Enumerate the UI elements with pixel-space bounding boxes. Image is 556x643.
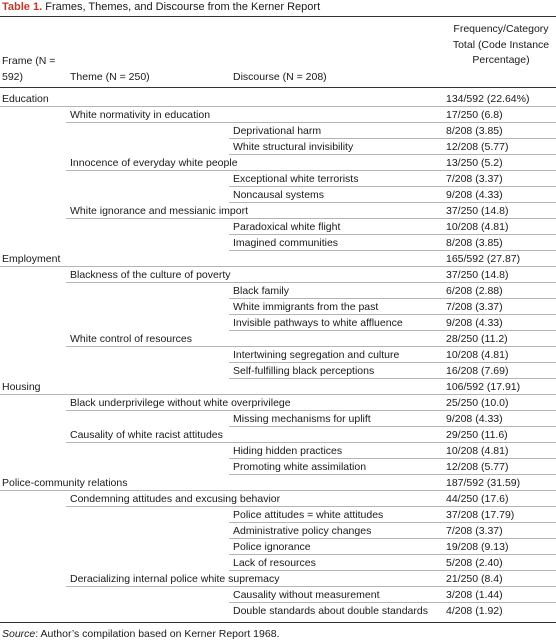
discourse-label: Paradoxical white flight: [233, 221, 341, 233]
discourse-label: Black family: [233, 285, 290, 297]
discourse-label: Invisible pathways to white affluence: [233, 317, 403, 329]
table-row-theme: [0, 155, 556, 171]
discourse-label: Police ignorance: [233, 541, 311, 553]
table-row-discourse: [0, 299, 556, 315]
frequency-value: 17/250 (6.8): [446, 109, 503, 121]
frequency-value: 9/208 (4.33): [446, 413, 503, 425]
table-row-discourse: [0, 603, 556, 619]
theme-label: Black underprivilege without white overprivilege: [70, 397, 291, 409]
frequency-value: 10/208 (4.81): [446, 221, 509, 233]
table-number: Table 1.: [2, 1, 43, 13]
table-row-theme: [0, 267, 556, 283]
discourse-label: Hiding hidden practices: [233, 445, 343, 457]
frequency-value: 187/592 (31.59): [446, 477, 521, 489]
discourse-label: Promoting white assimilation: [233, 461, 367, 473]
discourse-label: Noncausal systems: [233, 189, 325, 201]
table-row-discourse: [0, 539, 556, 555]
frequency-value: 7/208 (3.37): [446, 173, 503, 185]
frequency-value: 29/250 (11.6): [446, 429, 508, 441]
frequency-value: 19/208 (9.13): [446, 541, 509, 553]
theme-label: White normativity in education: [70, 109, 211, 121]
frequency-value: 8/208 (3.85): [446, 125, 503, 137]
discourse-label: Self-fulfilling black perceptions: [233, 365, 375, 377]
frequency-value: 7/208 (3.37): [446, 525, 503, 537]
discourse-label: Deprivational harm: [233, 125, 322, 137]
frequency-value: 8/208 (3.85): [446, 237, 503, 249]
table-row-discourse: [0, 347, 556, 363]
frequency-value: 28/250 (11.2): [446, 333, 508, 345]
frequency-value: 3/208 (1.44): [446, 589, 503, 601]
table-row-frame: [0, 379, 556, 395]
table-row-theme: [0, 203, 556, 219]
header-frame: Frame (N = 592): [2, 55, 56, 83]
theme-label: Causality of white racist attitudes: [70, 429, 223, 441]
discourse-label: Exceptional white terrorists: [233, 173, 359, 185]
table-body: [0, 91, 556, 619]
frequency-value: 16/208 (7.69): [446, 365, 509, 377]
frequency-value: 9/208 (4.33): [446, 317, 503, 329]
table-row-frame: [0, 91, 556, 107]
frequency-value: 5/208 (2.40): [446, 557, 503, 569]
source-label: Source: [2, 628, 36, 640]
discourse-label: White immigrants from the past: [233, 301, 379, 313]
source-text: : Author’s compilation based on Kerner Report 1968.: [35, 628, 280, 640]
discourse-label: Causality without measurement: [233, 589, 380, 601]
table-row-discourse: [0, 139, 556, 155]
table-row-discourse: [0, 443, 556, 459]
frequency-value: 134/592 (22.64%): [446, 93, 530, 105]
header-theme: Theme (N = 250): [70, 71, 150, 83]
header-rule: [0, 87, 556, 88]
table-row-discourse: [0, 235, 556, 251]
discourse-label: Missing mechanisms for uplift: [233, 413, 371, 425]
frequency-value: 12/208 (5.77): [446, 141, 509, 153]
table-row-theme: [0, 571, 556, 587]
frequency-value: 9/208 (4.33): [446, 189, 503, 201]
table-row-frame: [0, 475, 556, 491]
discourse-label: Intertwining segregation and culture: [233, 349, 400, 361]
table-row-theme: [0, 427, 556, 443]
bottom-rule: [0, 622, 556, 623]
discourse-label: Police attitudes = white attitudes: [233, 509, 384, 521]
frequency-value: 37/250 (14.8): [446, 205, 509, 217]
source-note: [2, 627, 279, 641]
frequency-value: 21/250 (8.4): [446, 573, 503, 585]
table-row-theme: [0, 331, 556, 347]
discourse-label: White structural invisibility: [233, 141, 354, 153]
theme-label: Blackness of the culture of poverty: [70, 269, 231, 281]
frequency-value: 44/250 (17.6): [446, 493, 509, 505]
table-row-theme: [0, 107, 556, 123]
table-row-theme: [0, 491, 556, 507]
table-row-discourse: [0, 315, 556, 331]
table-row-discourse: [0, 123, 556, 139]
frame-label: Education: [2, 93, 49, 105]
table-row-discourse: [0, 219, 556, 235]
frequency-value: 12/208 (5.77): [446, 461, 509, 473]
table-row-theme: [0, 395, 556, 411]
frequency-value: 10/208 (4.81): [446, 349, 509, 361]
table-row-discourse: [0, 555, 556, 571]
theme-label: White ignorance and messianic import: [70, 205, 248, 217]
frequency-value: 13/250 (5.2): [446, 157, 503, 169]
table-row-frame: [0, 251, 556, 267]
table-row-discourse: [0, 363, 556, 379]
frequency-value: 25/250 (10.0): [446, 397, 509, 409]
frequency-value: 165/592 (27.87): [446, 253, 521, 265]
table-row-discourse: [0, 171, 556, 187]
table-row-discourse: [0, 587, 556, 603]
frame-label: Police-community relations: [2, 477, 128, 489]
header-discourse: Discourse (N = 208): [233, 71, 327, 83]
frame-label: Housing: [2, 381, 41, 393]
frame-label: Employment: [2, 253, 61, 265]
table-row-discourse: [0, 283, 556, 299]
discourse-label: Double standards about double standards: [233, 605, 428, 617]
discourse-label: Imagined communities: [233, 237, 339, 249]
frequency-value: 106/592 (17.91): [446, 381, 521, 393]
theme-label: Condemning attitudes and excusing behavior: [70, 493, 281, 505]
discourse-label: Administrative policy changes: [233, 525, 372, 537]
theme-label: Deracializing internal police white supremacy: [70, 573, 280, 585]
discourse-label: Lack of resources: [233, 557, 316, 569]
table-caption: [2, 0, 320, 14]
table-row-discourse: [0, 187, 556, 203]
theme-label: Innocence of everyday white people: [70, 157, 238, 169]
table-row-discourse: [0, 507, 556, 523]
frequency-value: 10/208 (4.81): [446, 445, 509, 457]
table-row-discourse: [0, 523, 556, 539]
frequency-value: 6/208 (2.88): [446, 285, 503, 297]
header-frequency: Frequency/Category Total (Code Instance Percentage): [452, 23, 550, 66]
frequency-value: 7/208 (3.37): [446, 301, 503, 313]
table-row-discourse: [0, 411, 556, 427]
frequency-value: 37/208 (17.79): [446, 509, 515, 521]
top-rule: [0, 16, 556, 17]
frequency-value: 37/250 (14.8): [446, 269, 509, 281]
table-title: Frames, Themes, and Discourse from the Kerner Report: [45, 1, 321, 13]
theme-label: White control of resources: [70, 333, 192, 345]
frequency-value: 4/208 (1.92): [446, 605, 503, 617]
table-row-discourse: [0, 459, 556, 475]
